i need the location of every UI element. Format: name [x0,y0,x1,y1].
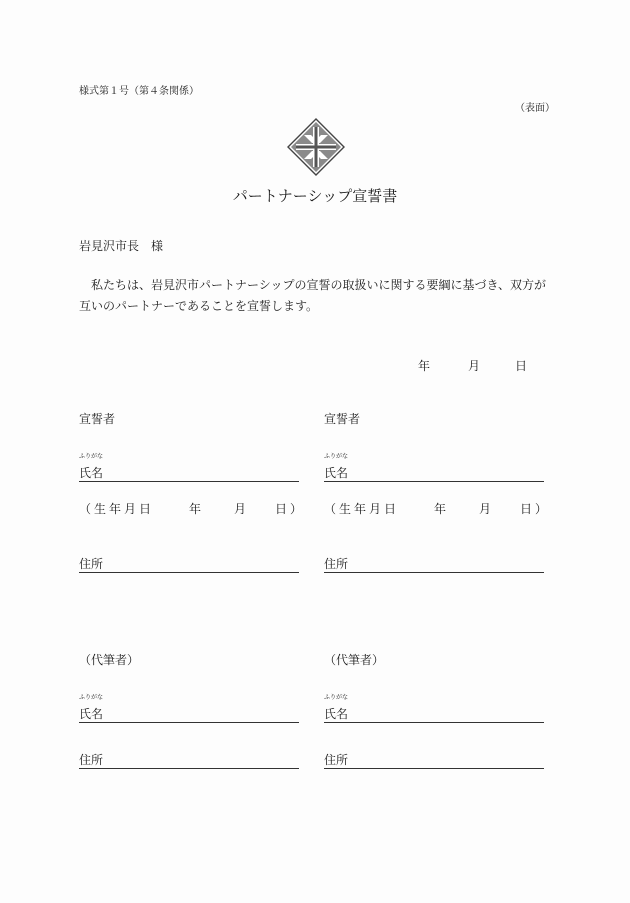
declarant-1-birth-close: ） [290,502,303,516]
city-emblem-icon [287,118,345,176]
declarant-2-address-field[interactable] [324,556,544,573]
declarant-2-name-label: 氏名 [324,466,349,480]
proxy-2-address-field[interactable] [324,752,544,769]
proxy-1-address-field[interactable] [79,752,299,769]
declarant-2-birth-close: ） [535,502,548,516]
addressee: 岩見沢市長 様 [79,239,164,253]
declaration-text [79,275,557,317]
declarant-2-address-label: 住所 [324,557,349,571]
document-title: パートナーシップ宣誓書 [232,187,398,205]
proxy-2-name-field[interactable] [324,706,544,723]
proxy-1-name-field[interactable] [79,706,299,723]
proxy-1-address-label: 住所 [79,753,104,767]
proxy-2-furigana-label: ふりがな [324,694,349,701]
declarant-2-heading: 宣誓者 [324,412,361,426]
declaration-line-2: 互いのパートナーであることを宣誓します。 [79,299,319,313]
date-day-label: 日 [515,359,528,373]
proxy-1-heading: （代筆者） [79,653,140,667]
declarant-2-furigana-label: ふりがな [324,453,349,460]
declarant-1-name-label: 氏名 [79,466,104,480]
form-number: 様式第１号（第４条関係） [79,86,199,97]
declarant-1-name-field[interactable] [79,465,299,482]
side-label: （表面） [515,103,555,114]
declarant-1-birth-month: 月 [234,502,247,516]
declarant-1-address-label: 住所 [79,557,104,571]
declarant-2-birth-month: 月 [479,502,492,516]
declarant-1-birth-label: （生年月日 [79,502,155,516]
declarant-2-birth-year: 年 [434,502,447,516]
proxy-2-address-label: 住所 [324,753,349,767]
declaration-line-1: 私たちは、岩見沢市パートナーシップの宣誓の取扱いに関する要綱に基づき、双方が [91,278,547,292]
declarant-1-address-field[interactable] [79,556,299,573]
proxy-1-furigana-label: ふりがな [79,694,104,701]
declarant-1-birth-day: 日 [275,502,288,516]
declarant-2-name-field[interactable] [324,465,544,482]
proxy-1-name-label: 氏名 [79,707,104,721]
date-month-label: 月 [468,359,481,373]
declarant-1-furigana-label: ふりがな [79,453,104,460]
declarant-1-birth-year: 年 [189,502,202,516]
proxy-2-name-label: 氏名 [324,707,349,721]
proxy-2-heading: （代筆者） [324,653,385,667]
declarant-1-heading: 宣誓者 [79,412,116,426]
date-year-label: 年 [418,359,431,373]
declarant-2-birth-day: 日 [520,502,533,516]
declarant-2-birth-label: （生年月日 [324,502,400,516]
